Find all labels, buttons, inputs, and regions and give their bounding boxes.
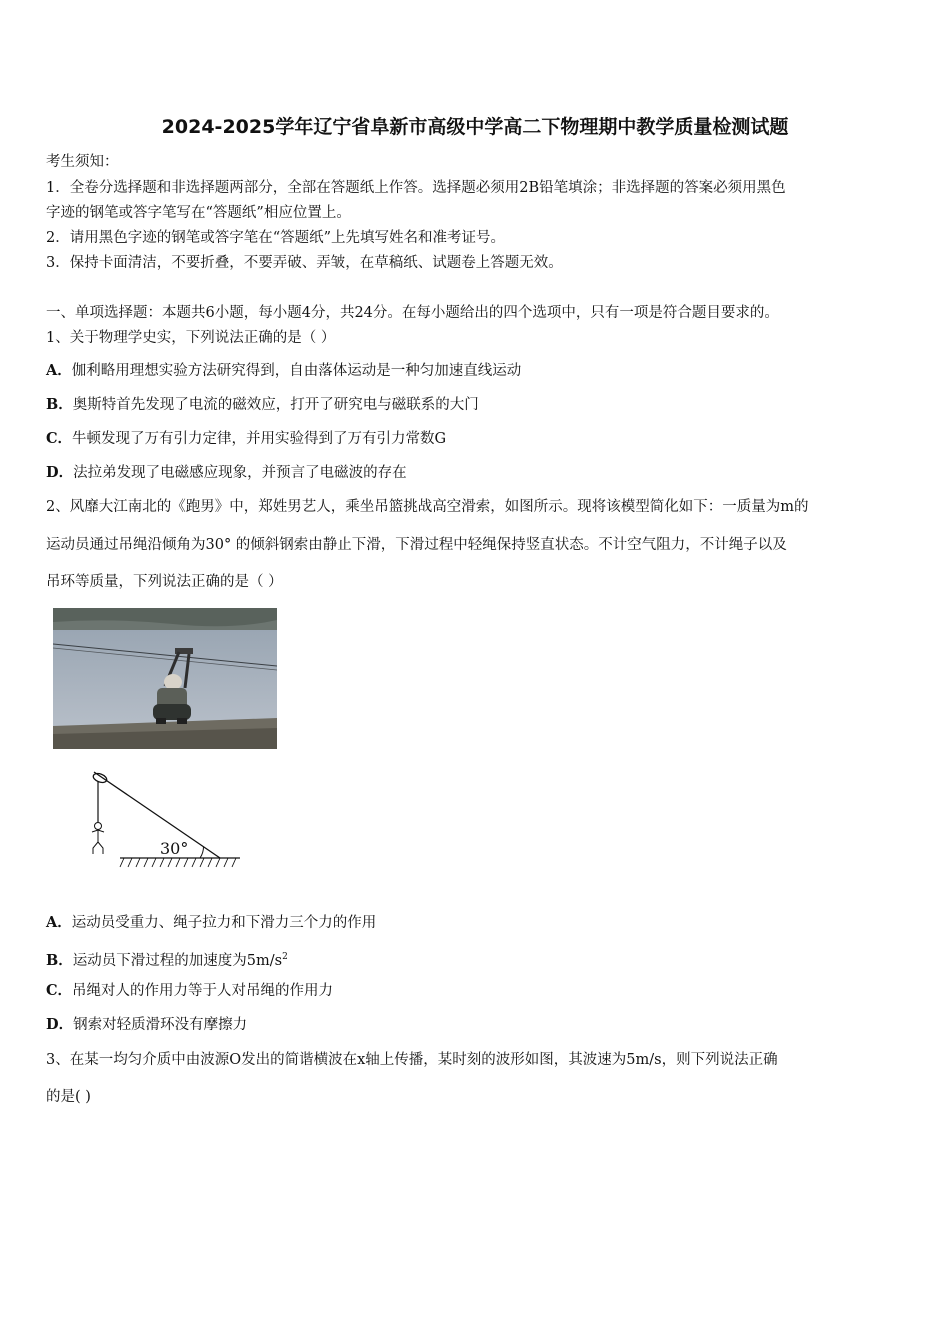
option-text: 伽利略用理想实验方法研究得到，自由落体运动是一种匀加速直线运动 xyxy=(71,363,522,379)
option-label: C． xyxy=(46,430,73,447)
zipline-photo xyxy=(53,608,277,749)
notice-line: 2．请用黑色字迹的钢笔或答字笔在“答题纸”上先填写姓名和准考证号。 xyxy=(46,230,506,246)
question-3-stem-line: 3、在某一均匀介质中由波源O发出的简谐横波在x轴上传播，某时刻的波形如图，其波速为5m/s，则下列说法正确 xyxy=(46,1052,778,1068)
option-text: 奥斯特首先发现了电流的磁效应，打开了研究电与磁联系的大门 xyxy=(72,397,479,413)
question-2-option-c xyxy=(46,981,333,1001)
notice-line: 3．保持卡面清洁，不要折叠，不要弄破、弄皱，在草稿纸、试题卷上答题无效。 xyxy=(46,255,563,271)
incline-cable-diagram xyxy=(80,768,250,873)
option-text: 法拉弟发现了电磁感应现象，并预言了电磁波的存在 xyxy=(73,465,407,481)
zipline-photo-image xyxy=(53,608,277,749)
option-label: A． xyxy=(46,914,72,931)
notice-line: 字迹的钢笔或答字笔写在“答题纸”相应位置上。 xyxy=(46,205,351,221)
angle-label: 30° xyxy=(160,839,189,858)
section-heading: 一、单项选择题：本题共6小题，每小题4分，共24分。在每小题给出的四个选项中，只有一项是符合题目要求的。 xyxy=(46,305,779,321)
question-3-stem-line: 的是( ) xyxy=(46,1089,91,1105)
notice-heading: 考生须知： xyxy=(46,154,119,170)
question-1-option-a xyxy=(46,361,521,381)
option-label: C． xyxy=(46,982,73,999)
option-label: B． xyxy=(46,951,73,969)
question-2-stem-line: 吊环等质量，下列说法正确的是（ ） xyxy=(46,574,283,590)
question-2-stem-line: 2、风靡大江南北的《跑男》中，郑姓男艺人，乘坐吊篮挑战高空滑索，如图所示。现将该模型简化如下：一质量为m的 xyxy=(46,499,809,515)
option-label: D． xyxy=(46,464,74,481)
notice-line: 1．全卷分选择题和非选择题两部分，全部在答题纸上作答。选择题必须用2B铅笔填涂；非选择题的答案必须用黑色 xyxy=(46,180,786,196)
superscript: 2 xyxy=(282,952,288,962)
option-label: A． xyxy=(46,362,72,379)
option-text: 吊绳对人的作用力等于人对吊绳的作用力 xyxy=(72,983,334,999)
question-2-option-a xyxy=(46,913,376,933)
question-2-option-d xyxy=(46,1015,247,1035)
question-1-option-d xyxy=(46,463,407,483)
page-title: 2024-2025学年辽宁省阜新市高级中学高二下物理期中教学质量检测试题 xyxy=(161,116,789,138)
question-1-option-b xyxy=(46,395,479,415)
option-text: 钢索对轻质滑环没有摩擦力 xyxy=(73,1017,248,1033)
incline-diagram-drawing xyxy=(80,768,250,873)
question-2-option-b xyxy=(46,947,288,971)
option-label: B． xyxy=(46,396,73,413)
option-text: 牛顿发现了万有引力定律，并用实验得到了万有引力常数G xyxy=(72,431,447,447)
option-text: 运动员受重力、绳子拉力和下滑力三个力的作用 xyxy=(71,915,377,931)
option-text: 运动员下滑过程的加速度为5m/s xyxy=(72,952,283,969)
question-2-stem-line: 运动员通过吊绳沿倾角为30° 的倾斜钢索由静止下滑，下滑过程中轻绳保持竖直状态。不计空气阻力，不计绳子以及 xyxy=(46,537,787,553)
question-1-option-c xyxy=(46,429,446,449)
question-1-stem: 1、关于物理学史实，下列说法正确的是（ ） xyxy=(46,330,336,346)
option-label: D． xyxy=(46,1016,74,1033)
